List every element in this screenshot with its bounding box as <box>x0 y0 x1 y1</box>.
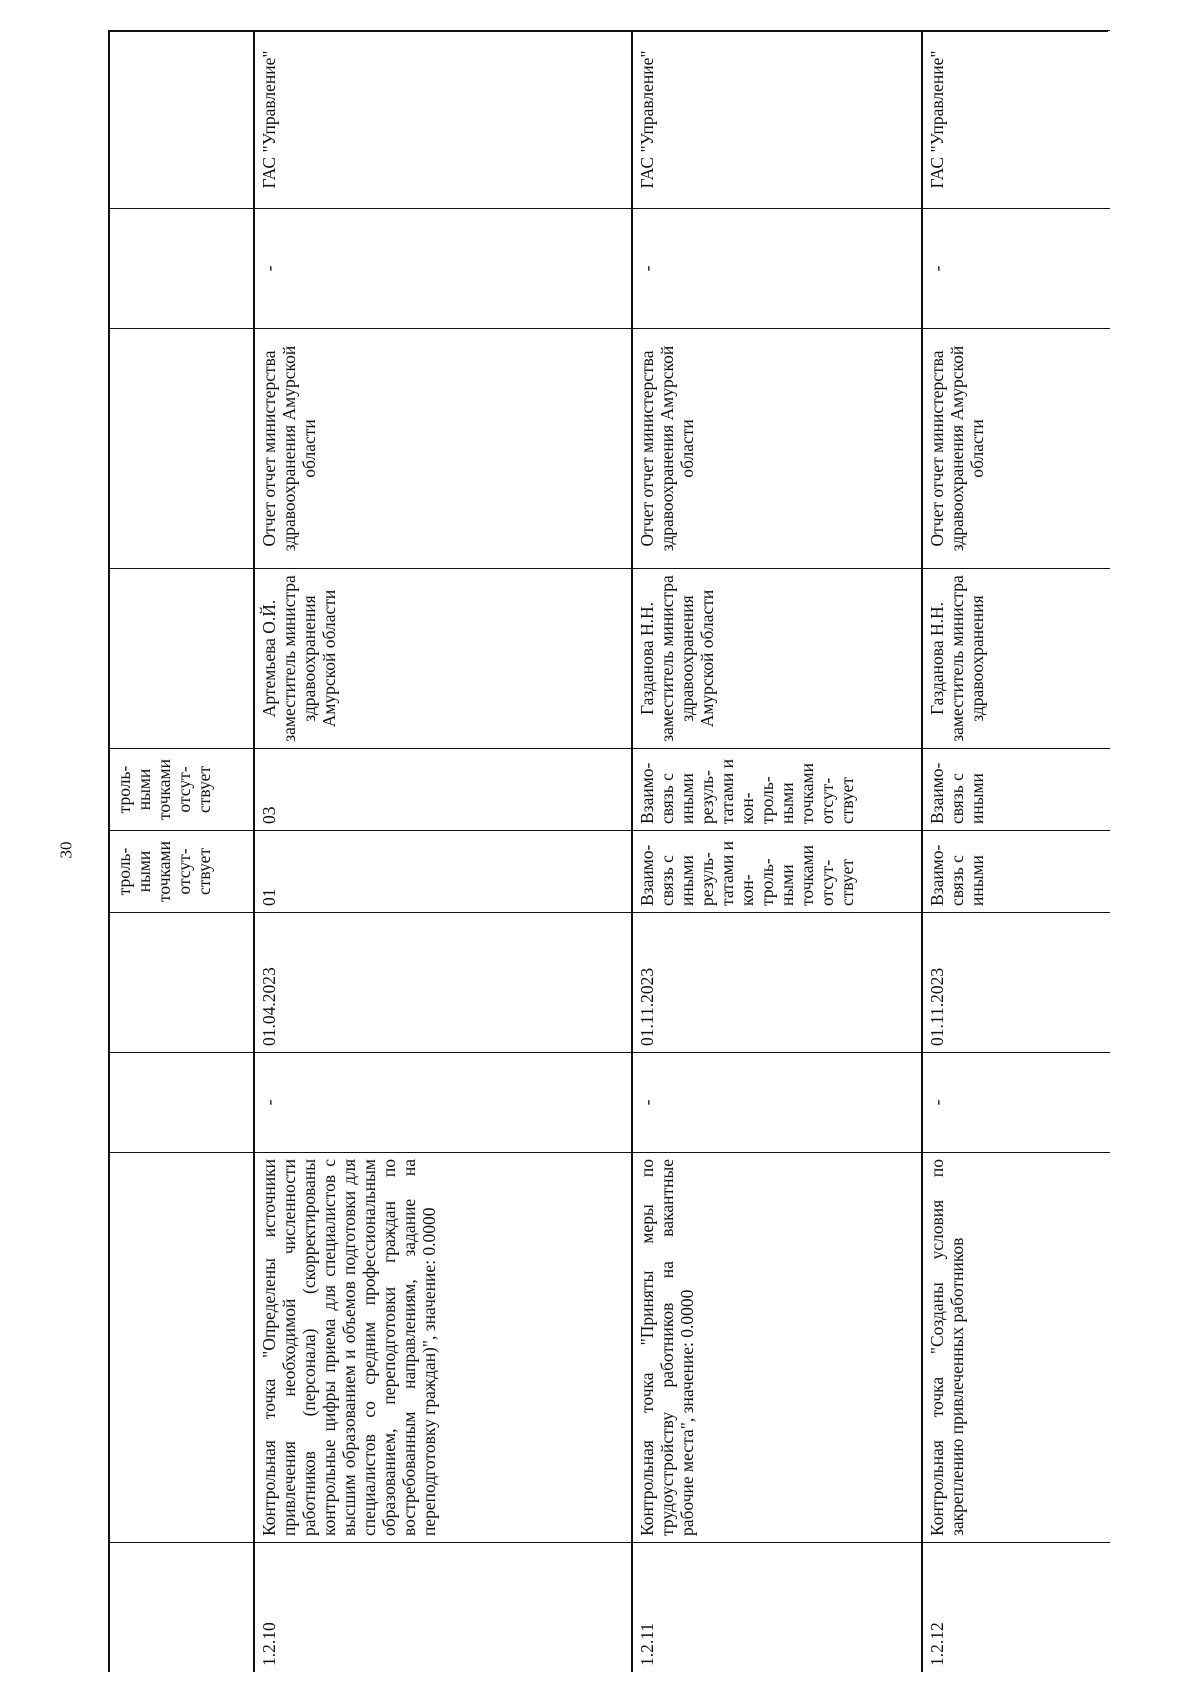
row-name: Контрольная точка "Определены источники привлечения необходимой численности работников (персонала) (скорректированы контрольные цифры приема для специалистов с высшим образованием и объемов подготовки для специалистов со средним профессиональным образованием, переподготовки граждан по востребованным направлениям, задание на переподготовку граждан)", значение: 0.0000 <box>255 1152 633 1542</box>
row-document: Отчет отчет министерства здравоохранения Амурской области <box>923 328 1110 568</box>
rotated-landscape-page <box>108 30 1108 1672</box>
header-name-cell <box>110 1152 255 1542</box>
row-plan-date: 01.04.2023 <box>255 912 633 1052</box>
plan-table <box>108 30 1108 1672</box>
row-num: 1.2.12 <box>923 1542 1110 1672</box>
header-planned-cell: троль- ными точками отсут- ствует <box>110 830 255 912</box>
header-date-cell <box>110 912 255 1052</box>
header-actual-cell: троль- ными точками отсут- ствует <box>110 748 255 830</box>
header-extra-cell <box>110 208 255 328</box>
row-actual: Взаимо-связь с иными <box>923 748 1110 830</box>
header-num-cell <box>110 1542 255 1672</box>
row-system: ГАС "Управление" <box>633 30 923 208</box>
row-base-date: - <box>923 1052 1110 1152</box>
row-num: 1.2.10 <box>255 1542 633 1672</box>
header-base-cell <box>110 1052 255 1152</box>
row-responsible: Артемьева О.Й. заместитель министра здравоохранения Амурской области <box>255 568 633 748</box>
row-actual: 03 <box>255 748 633 830</box>
row-plan-date: 01.11.2023 <box>923 912 1110 1052</box>
row-num: 1.2.11 <box>633 1542 923 1672</box>
row-planned: Взаимо-связь с иными резуль-татами и кон-троль-ными точками отсут-ствует <box>633 830 923 912</box>
row-system: ГАС "Управление" <box>923 30 1110 208</box>
row-document: Отчет отчет министерства здравоохранения Амурской области <box>633 328 923 568</box>
header-system-cell <box>110 30 255 208</box>
header-document-cell <box>110 328 255 568</box>
row-extra: - <box>255 208 633 328</box>
row-planned: 01 <box>255 830 633 912</box>
row-system: ГАС "Управление" <box>255 30 633 208</box>
row-plan-date: 01.11.2023 <box>633 912 923 1052</box>
row-base-date: - <box>633 1052 923 1152</box>
row-responsible: Газданова Н.Н. заместитель министра здравоохранения <box>923 568 1110 748</box>
row-responsible: Газданова Н.Н. заместитель министра здравоохранения Амурской области <box>633 568 923 748</box>
row-actual: Взаимо-связь с иными резуль-татами и кон-троль-ными точками отсут-ствует <box>633 748 923 830</box>
row-name: Контрольная точка "Созданы условия по закреплению привлеченных работников <box>923 1152 1110 1542</box>
row-extra: - <box>633 208 923 328</box>
row-extra: - <box>923 208 1110 328</box>
row-planned: Взаимо-связь с иными <box>923 830 1110 912</box>
row-base-date: - <box>255 1052 633 1152</box>
header-responsible-cell <box>110 568 255 748</box>
row-document: Отчет отчет министерства здравоохранения Амурской области <box>255 328 633 568</box>
row-name: Контрольная точка "Приняты меры по трудоустройству работников на вакантные рабочие места", значение: 0.0000 <box>633 1152 923 1542</box>
page-number: 30 <box>56 841 76 859</box>
